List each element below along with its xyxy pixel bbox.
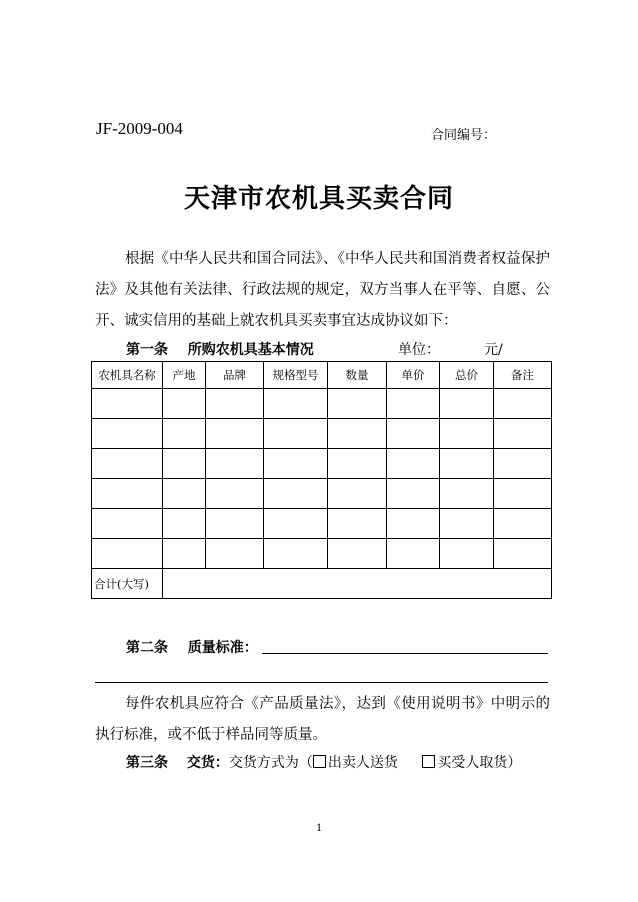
table-cell[interactable]: [163, 479, 206, 509]
page-number: 1: [316, 820, 322, 834]
table-cell[interactable]: [92, 479, 163, 509]
table-cell[interactable]: [92, 389, 163, 419]
table-cell[interactable]: [494, 479, 552, 509]
table-cell[interactable]: [328, 389, 387, 419]
column-header: 品牌: [206, 362, 264, 389]
contract-number-label: 合同编号：: [431, 128, 497, 143]
items-table: [91, 361, 552, 599]
table-cell[interactable]: [387, 539, 440, 569]
table-cell[interactable]: [264, 539, 328, 569]
table-cell[interactable]: [494, 509, 552, 539]
table-row: [92, 389, 552, 419]
column-header: 备注: [494, 362, 552, 389]
table-cell[interactable]: [440, 449, 494, 479]
table-cell[interactable]: [163, 389, 206, 419]
column-header: 产地: [163, 362, 206, 389]
total-amount-cell[interactable]: [163, 569, 552, 599]
quality-paragraph: 每件农机具应符合《产品质量法》，达到《使用说明书》中明示的执行标准，或不低于样品同等质量。: [95, 696, 550, 743]
article-1-heading: [126, 339, 314, 359]
quality-standard-blank[interactable]: [262, 653, 548, 654]
table-cell[interactable]: [328, 479, 387, 509]
article-1-title: 所购农机具基本情况: [187, 342, 314, 358]
page-title: 天津市农机具买卖合同: [183, 184, 454, 214]
article-2-title: 质量标准：: [187, 640, 258, 656]
article-3-label: 第三条: [126, 755, 168, 771]
table-total-row: [92, 569, 552, 599]
table-cell[interactable]: [92, 539, 163, 569]
table-cell[interactable]: [92, 449, 163, 479]
table-cell[interactable]: [387, 509, 440, 539]
column-header: 单价: [387, 362, 440, 389]
table-cell[interactable]: [206, 509, 264, 539]
table-cell[interactable]: [264, 449, 328, 479]
column-header: 数量: [328, 362, 387, 389]
article-2-label: 第二条: [126, 640, 168, 656]
table-cell[interactable]: [440, 419, 494, 449]
table-cell[interactable]: [328, 449, 387, 479]
table-row: [92, 419, 552, 449]
table-cell[interactable]: [387, 449, 440, 479]
table-cell[interactable]: [206, 479, 264, 509]
table-cell[interactable]: [387, 479, 440, 509]
table-cell[interactable]: [387, 389, 440, 419]
table-cell[interactable]: [494, 449, 552, 479]
table-cell[interactable]: [92, 419, 163, 449]
buyer-pickup-checkbox[interactable]: [422, 755, 435, 768]
column-header: 总价: [440, 362, 494, 389]
buyer-pickup-label: 买受人取货: [437, 755, 508, 771]
table-cell[interactable]: [206, 539, 264, 569]
table-cell[interactable]: [163, 509, 206, 539]
table-cell[interactable]: [440, 539, 494, 569]
table-cell[interactable]: [163, 419, 206, 449]
table-cell[interactable]: [328, 509, 387, 539]
table-cell[interactable]: [387, 419, 440, 449]
column-header: 规格型号: [264, 362, 328, 389]
table-row: [92, 509, 552, 539]
quality-standard-blank-line-2[interactable]: [95, 682, 548, 683]
table-header-row: [92, 362, 552, 389]
table-cell[interactable]: [264, 419, 328, 449]
table-cell[interactable]: [440, 479, 494, 509]
table-cell[interactable]: [163, 539, 206, 569]
table-row: [92, 479, 552, 509]
document-code: JF-2009-004: [96, 119, 183, 138]
table-cell[interactable]: [206, 449, 264, 479]
table-cell[interactable]: [440, 509, 494, 539]
intro-paragraph: 根据《中华人民共和国合同法》、《中华人民共和国消费者权益保护法》及其他有关法律、行政法规的规定，双方当事人在平等、自愿、公开、诚实信用的基础上就农机具买卖事宜达成协议如下：: [95, 251, 550, 329]
table-cell[interactable]: [494, 419, 552, 449]
table-cell[interactable]: [328, 539, 387, 569]
delivery-method-text: 交货方式为（: [228, 755, 313, 771]
article-3-title: 交货：: [186, 755, 229, 771]
unit-value: 元/: [484, 342, 503, 358]
table-cell[interactable]: [328, 419, 387, 449]
table-cell[interactable]: [494, 539, 552, 569]
total-label: 合计(大写): [92, 569, 163, 599]
table-row: [92, 539, 552, 569]
table-row: [92, 449, 552, 479]
article-3-heading: [126, 752, 521, 772]
table-cell[interactable]: [264, 479, 328, 509]
table-cell[interactable]: [206, 419, 264, 449]
table-cell[interactable]: [440, 389, 494, 419]
closing-paren: ）: [507, 755, 522, 771]
article-2-heading: [126, 637, 258, 657]
article-1-label: 第一条: [126, 342, 168, 358]
seller-delivery-checkbox[interactable]: [313, 755, 326, 768]
table-cell[interactable]: [163, 449, 206, 479]
column-header: 农机具名称: [92, 362, 163, 389]
unit-label: 单位：: [398, 342, 440, 358]
table-cell[interactable]: [264, 389, 328, 419]
table-cell[interactable]: [92, 509, 163, 539]
table-cell[interactable]: [264, 509, 328, 539]
seller-delivery-label: 出卖人送货: [327, 755, 398, 771]
table-cell[interactable]: [206, 389, 264, 419]
table-cell[interactable]: [494, 389, 552, 419]
